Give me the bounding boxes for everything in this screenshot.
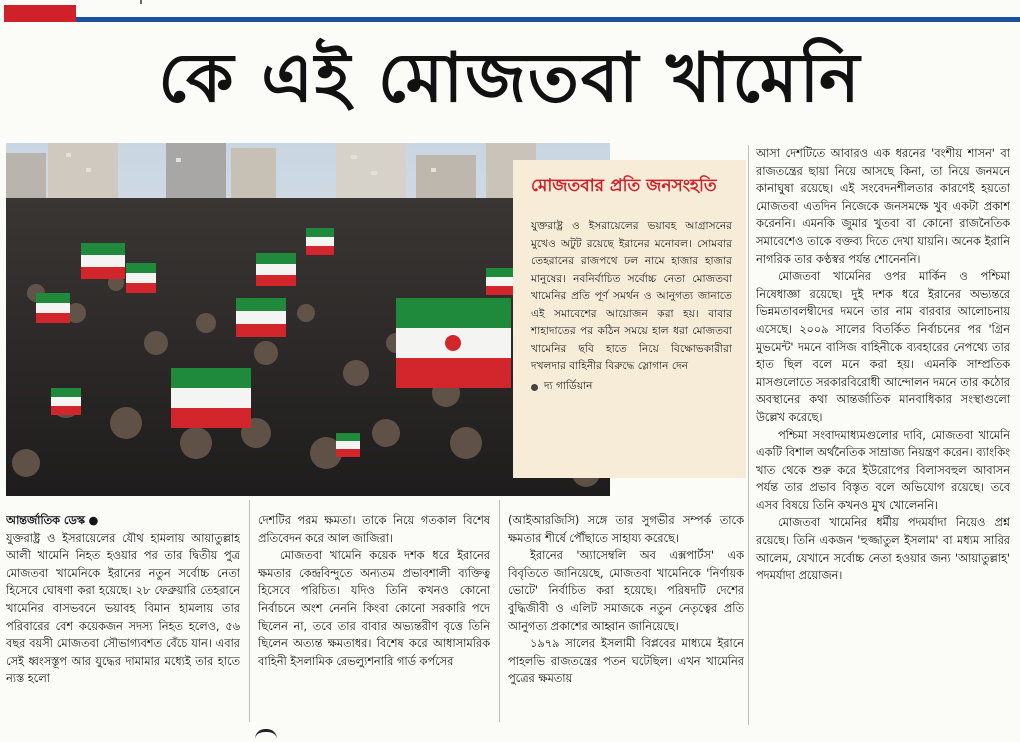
photo-credit-text: দ্য গার্ডিয়ান (544, 379, 593, 392)
top-rule (76, 17, 1020, 22)
article-column-3 (508, 512, 744, 724)
section-marker (4, 5, 76, 22)
paragraph: মোজতবা খামেনির ওপর মার্কিন ও পশ্চিমা নিষেধাজ্ঞা রয়েছে। দুই দশক ধরে ইরানের অভ্যন্তরে ভিন্নমতাবলম্বীদের দমনে তার নাম বারবার আলোচনায় এসেছে। ২০০৯ সালের বিতর্কিত নির্বাচনের পর 'গ্রিন মুভমেন্ট' দমনে বাসিজ বাহিনীকে ব্যবহারের নেপথ্যে তার হাত ছিল বলে মনে করা হয়। এমনকি সাম্প্রতিক মাসগুলোতে সরকারবিরোধী আন্দোলন দমনে তার কঠোর অবস্থানের কথা আন্তর্জাতিক মানবাধিকার সংস্থাগুলো উল্লেখ করেছে। (756, 270, 1010, 424)
paragraph: ইরানের 'অ্যাসেম্বলি অব এক্সপার্টস' এক বিবৃতিতে জানিয়েছে, মোজতবা খামেনিকে 'নির্ণায়ক ভোটে' নির্বাচিত করা হয়েছে। পরিষদটি দেশের বুদ্ধিজীবী ও এলিট সমাজকে নতুন নেতৃত্বের প্রতি আনুগত্য প্রকাশের আহ্বান জানিয়েছে। (508, 549, 744, 633)
article-column-1 (6, 512, 240, 724)
column-rule (499, 500, 500, 722)
column-rule (748, 145, 749, 725)
paragraph: দেশটির পরম ক্ষমতা। তাকে নিয়ে গতকাল বিশেষ প্রতিবেদন করে আল জাজিরা। (258, 514, 490, 545)
paragraph: যুক্তরাষ্ট্র ও ইসরায়েলের যৌথ হামলায় আয়াতুল্লাহ আলী খামেনি নিহত হওয়ার পর তার দ্বিতীয় পুত্র মোজতবা খামেনিকে ইরানের নতুন সর্বোচ্চ নেতা হিসেবে ঘোষণা করা হয়েছে। ২৮ ফেব্রুয়ারি তেহরানে খামেনির বাসভবনে ভয়াবহ বিমান হামলায় তার পরিবারের বেশ কয়েকজন সদস্য নিহত হলেও, ৫৬ বছর বয়সী মোজতবা সৌভাগ্যবশত বেঁচে যান। এবার সেই ধ্বংসস্তূপ আর যুদ্ধের দামামার মধ্যেই তার হাতে ন্যস্ত হলো (6, 531, 240, 686)
paragraph: পশ্চিমা সংবাদমাধ্যমগুলোর দাবি, মোজতবা খামেনি একটি বিশাল অর্থনৈতিক সাম্রাজ্য নিয়ন্ত্রণ করেন। ব্যাংকিং খাত থেকে শুরু করে ইউরোপের বিলাসবহুল আবাসন পর্যন্ত তার প্রভাব বিস্তৃত বলে অভিযোগ রয়েছে। তবে এসব বিষয়ে তিনি কখনও মুখ খোলেননি। (756, 428, 1010, 512)
top-bar (0, 0, 1020, 24)
paragraph: মোজতবা খামেনির ধর্মীয় পদমর্যাদা নিয়েও প্রশ্ন রয়েছে। তিনি একজন 'হুজ্জাতুল ইসলাম' বা মধ্যম সারির আলেম, যেখানে সর্বোচ্চ নেতা হওয়ার জন্য 'আয়াতুল্লাহ' পদমর্যাদা প্রয়োজন। (756, 516, 1010, 583)
dateline: আন্তর্জাতিক ডেস্ক (6, 514, 85, 527)
caption-title: মোজতবার প্রতি জনসংহতি (531, 176, 717, 196)
paragraph: (আইআরজিসি) সঙ্গে তার সুগভীর সম্পর্ক তাকে ক্ষমতার শীর্ষে পৌঁছাতে সাহায্য করেছে। (508, 514, 744, 545)
cut-glyph (255, 729, 277, 742)
top-tick (140, 0, 142, 4)
paragraph: আসা দেশটিতে আবারও এক ধরনের 'বংশীয় শাসন' বা রাজতন্ত্রের ছায়া নিয়ে আসছে কিনা, তা নিয়ে জনমনে কানাঘুষা রয়েছে। এই সংবেদনশীলতার কারণেই হয়তো মোজতবা এতদিন নিজেকে জনসমক্ষে খুব একটা প্রকাশ করেননি। এমনকি জুমার খুতবা বা কোনো রাজনৈতিক সমাবেশেও তাকে বক্তব্য দিতে দেখা যায়নি। অনেক ইরানি নাগরিক তার কণ্ঠস্বর পর্যন্ত শোনেননি। (756, 147, 1010, 266)
headline: কে এই মোজতবা খামেনি (158, 39, 862, 118)
bullet-icon (531, 384, 538, 391)
caption-body: যুক্তরাষ্ট্র ও ইসরায়েলের ভয়াবহ আগ্রাসনের মুখেও অটুট রয়েছে ইরানের মনোবল। সোমবার তেহরানের রাজপথে ঢল নামে হাজার হাজার মানুষের। নবনির্বাচিত সর্বোচ্চ নেতা মোজতবা খামেনির প্রতি পূর্ণ সমর্থন ও আনুগত্য জানাতে এই সমাবেশের আয়োজন করা হয়। বাবার শাহাদাতের পর কঠিন সময়ে হাল ধরা মোজতবা খামেনির ছবি হাতে নিয়ে বিক্ষোভকারীরা দখলদার বাহিনীর বিরুদ্ধে স্লোগান দেন (531, 220, 732, 372)
photo-credit (531, 379, 732, 396)
paragraph: ১৯৭৯ সালের ইসলামী বিপ্লবের মাধ্যমে ইরানে পাহলভি রাজতন্ত্রের পতন ঘটেছিল। এখন খামেনির পুত্রের ক্ষমতায় (508, 637, 744, 686)
column-rule (249, 500, 250, 722)
article-column-2 (258, 512, 490, 724)
next-article-fragment (0, 726, 1020, 739)
paragraph (6, 512, 240, 530)
paragraph: মোজতবা খামেনি কয়েক দশক ধরে ইরানের ক্ষমতার কেন্দ্রবিন্দুতে অন্যতম প্রভাবশালী ব্যক্তিত্ব হিসেবে পরিচিত। যদিও তিনি কখনও কোনো নির্বাচনে অংশ নেননি কিংবা কোনো সরকারি পদে ছিলেন না, তবে তার বাবার অভ্যন্তরীণ বৃত্তে তিনি ছিলেন অত্যন্ত ক্ষমতাধর। বিশেষ করে আধাসামরিক বাহিনী ইসলামিক রেভল্যুশনারি গার্ড কর্পসের (258, 549, 490, 668)
article-column-right (756, 145, 1010, 723)
bullet-icon: ● (88, 514, 99, 527)
caption-box (513, 160, 746, 478)
